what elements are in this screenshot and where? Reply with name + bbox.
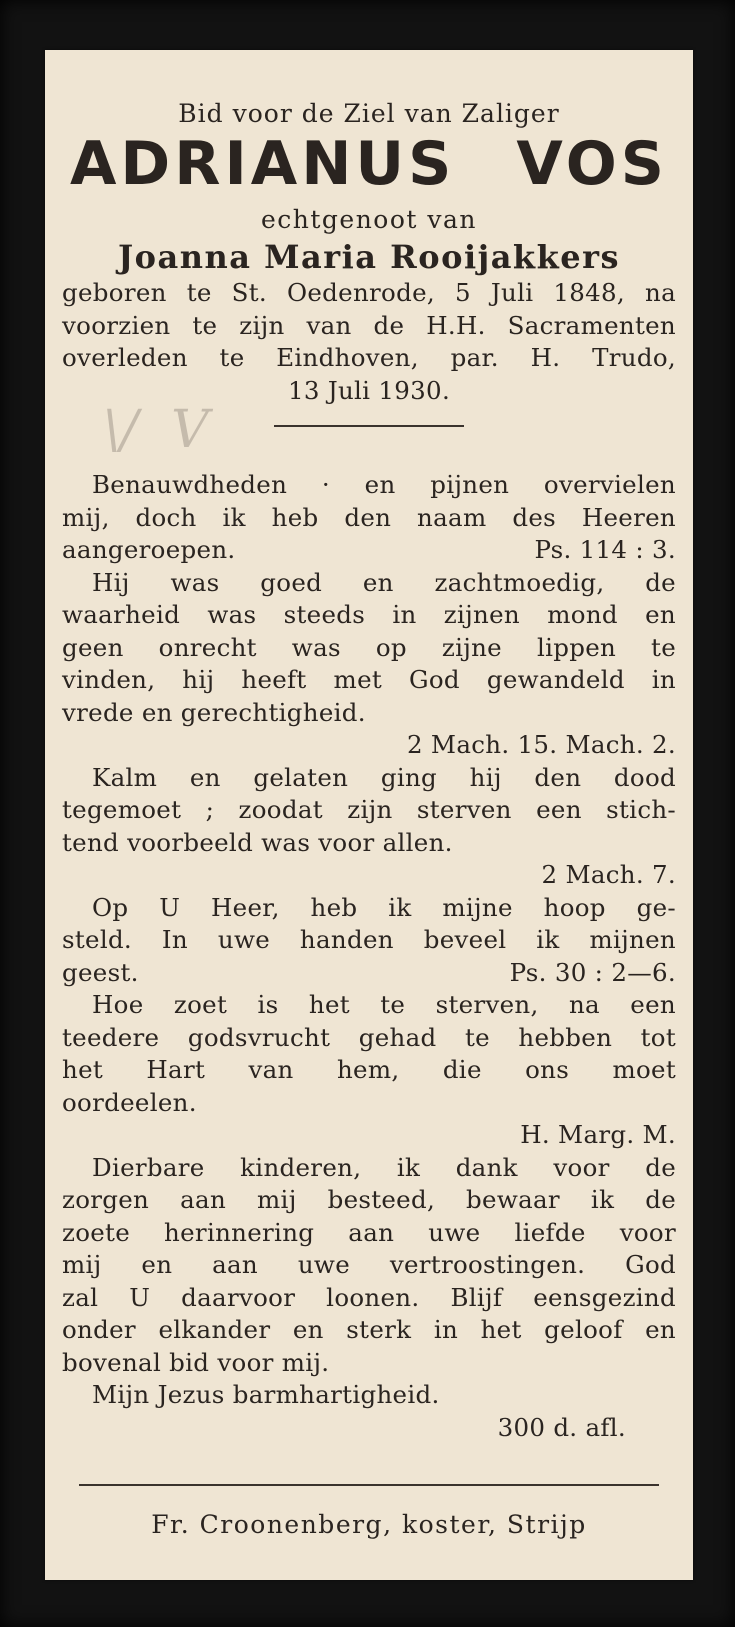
verse-section bbox=[62, 469, 676, 1444]
card-content bbox=[62, 97, 676, 1539]
pencil-mark: \/ V bbox=[103, 400, 209, 460]
verse-line: tegemoet ; zoodat zijn sterven een stich- bbox=[62, 795, 676, 824]
top-divider bbox=[274, 425, 464, 427]
verse-line-with-reference bbox=[62, 534, 676, 567]
verse-reference: H. Marg. M. bbox=[520, 1120, 676, 1149]
verse-line: het Hart van hem, die ons moet bbox=[62, 1055, 676, 1084]
verse-text: geest. bbox=[62, 957, 139, 987]
life-details bbox=[62, 277, 676, 407]
verse-line: Benauwdheden · en pijnen overvielen bbox=[92, 470, 676, 499]
verse-line: bovenal bid voor mij. bbox=[62, 1347, 330, 1377]
verse-reference: Ps. 30 : 2—6. bbox=[509, 957, 676, 987]
verse-line: steld. In uwe handen beveel ik mijnen bbox=[62, 925, 676, 954]
verse-text: aangeroepen. bbox=[62, 535, 236, 564]
verse-line: Op U Heer, heb ik mijne hoop ge- bbox=[92, 892, 676, 922]
bottom-divider bbox=[79, 1484, 659, 1486]
printer-credit: Fr. Croonenberg, koster, Strijp bbox=[151, 1510, 587, 1539]
verse-line: waarheid was steeds in zijnen mond en bbox=[62, 600, 676, 629]
verse-line: tend voorbeeld was voor allen. bbox=[62, 827, 453, 857]
verse-line: zal U daarvoor loonen. Blijf eensgezind bbox=[62, 1282, 676, 1312]
verse-reference: 2 Mach. 15. Mach. 2. bbox=[406, 730, 676, 759]
verse-line: vinden, hij heeft met God gewandeld in bbox=[62, 665, 676, 694]
verse-line: mij en aan uwe vertroostingen. God bbox=[62, 1250, 676, 1279]
deceased-first-name: ADRIANUS bbox=[70, 129, 456, 199]
verse-line-with-reference bbox=[62, 957, 676, 990]
verse-line: geen onrecht was op zijne lippen te bbox=[62, 632, 676, 662]
verse-line: onder elkander en sterk in het geloof en bbox=[62, 1315, 676, 1344]
indulgence: 300 d. afl. bbox=[497, 1412, 626, 1442]
verse-line: Hoe zoet is het te sterven, na een bbox=[92, 990, 676, 1019]
verse-line: zorgen aan mij besteed, bewaar ik de bbox=[62, 1185, 676, 1214]
verse-reference: 2 Mach. 7. bbox=[541, 860, 676, 889]
verse-line: oordeelen. bbox=[62, 1087, 197, 1117]
verse-line: zoete herinnering aan uwe liefde voor bbox=[62, 1217, 676, 1247]
spouse-prefix: echtgenoot van bbox=[260, 205, 478, 234]
verse-line: Dierbare kinderen, ik dank voor de bbox=[92, 1152, 676, 1182]
verse-line: teedere godsvrucht gehad te hebben tot bbox=[62, 1022, 676, 1052]
verse-line: Kalm en gelaten ging hij den dood bbox=[92, 762, 676, 792]
verse-reference: Ps. 114 : 3. bbox=[534, 535, 676, 564]
spouse-name: Joanna Maria Rooijakkers bbox=[118, 238, 620, 276]
deceased-last-name: VOS bbox=[516, 129, 668, 199]
detail-line: geboren te St. Oedenrode, 5 Juli 1848, na bbox=[62, 278, 676, 307]
verse-line: vrede en gerechtigheid. bbox=[62, 697, 366, 727]
death-date: 13 Juli 1930. bbox=[287, 375, 451, 405]
intro-line: Bid voor de Ziel van Zaliger bbox=[178, 99, 560, 128]
detail-line: voorzien te zijn van de H.H. Sacramenten bbox=[62, 310, 676, 340]
verse-line: mij, doch ik heb den naam des Heeren bbox=[62, 502, 676, 532]
closing-prayer: Mijn Jezus barmhartigheid. bbox=[92, 1380, 440, 1409]
detail-line: overleden te Eindhoven, par. H. Trudo, bbox=[62, 343, 676, 372]
verse-line: Hij was goed en zachtmoedig, de bbox=[92, 567, 676, 597]
deceased-name bbox=[62, 131, 676, 197]
card-paper bbox=[45, 50, 693, 1580]
